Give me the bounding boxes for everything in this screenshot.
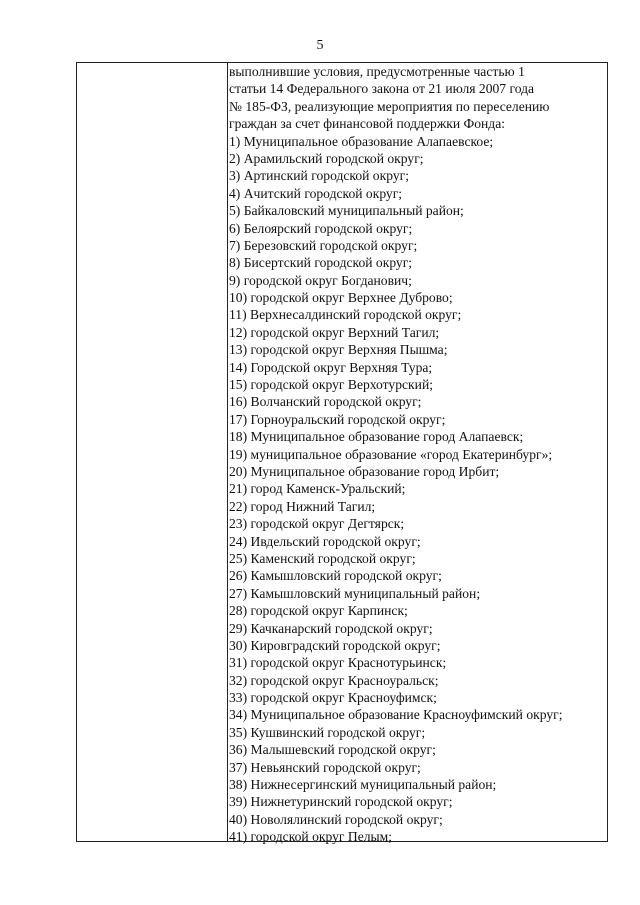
list-item: 32) городской округ Красноуральск; bbox=[229, 672, 439, 688]
list-item: 21) город Каменск-Уральский; bbox=[229, 481, 406, 497]
list-item: 29) Качканарский городской округ; bbox=[229, 620, 433, 636]
list-item: 8) Бисертский городской округ; bbox=[229, 255, 413, 271]
column-divider bbox=[227, 63, 228, 841]
list-item: 25) Каменский городской округ; bbox=[229, 550, 416, 566]
list-item: 33) городской округ Красноуфимск; bbox=[229, 690, 437, 706]
list-item: 31) городской округ Краснотурьинск; bbox=[229, 655, 447, 671]
list-item: 27) Камышловский муниципальный район; bbox=[229, 585, 481, 601]
list-item: 7) Березовский городской округ; bbox=[229, 237, 418, 253]
list-item: 41) городской округ Пелым; bbox=[229, 829, 393, 845]
intro-paragraph bbox=[229, 63, 603, 133]
list-item: 16) Волчанский городской округ; bbox=[229, 394, 422, 410]
list-item: 24) Ивдельский городской округ; bbox=[229, 533, 421, 549]
list-item: 11) Верхнесалдинский городской округ; bbox=[229, 307, 462, 323]
list-item: 2) Арамильский городской округ; bbox=[229, 150, 424, 166]
intro-line: выполнившие условия, предусмотренные частью 1 bbox=[229, 64, 525, 79]
municipality-list bbox=[229, 133, 603, 846]
list-item: 19) муниципальное образование «город Екатеринбург»; bbox=[229, 446, 553, 462]
list-item: 17) Горноуральский городской округ; bbox=[229, 411, 446, 427]
list-item: 13) городской округ Верхняя Пышма; bbox=[229, 342, 448, 358]
list-item: 36) Малышевский городской округ; bbox=[229, 742, 436, 758]
list-item: 4) Ачитский городской округ; bbox=[229, 185, 403, 201]
list-item: 39) Нижнетуринский городской округ; bbox=[229, 794, 453, 810]
list-item: 35) Кушвинский городской округ; bbox=[229, 724, 426, 740]
list-item: 38) Нижнесергинский муниципальный район; bbox=[229, 777, 497, 793]
list-item: 3) Артинский городской округ; bbox=[229, 168, 409, 184]
list-item: 30) Кировградский городской округ; bbox=[229, 637, 441, 653]
recipients-list-cell bbox=[229, 63, 603, 846]
intro-line: статьи 14 Федерального закона от 21 июля 2007 года bbox=[229, 81, 535, 97]
list-item: 26) Камышловский городской округ; bbox=[229, 568, 442, 584]
list-item: 12) городской округ Верхний Тагил; bbox=[229, 324, 440, 340]
list-item: 28) городской округ Карпинск; bbox=[229, 603, 408, 619]
list-item: 9) городской округ Богданович; bbox=[229, 272, 412, 288]
list-item: 10) городской округ Верхнее Дуброво; bbox=[229, 290, 453, 306]
intro-line: № 185-ФЗ, реализующие мероприятия по переселению bbox=[229, 98, 550, 114]
list-item: 23) городской округ Дегтярск; bbox=[229, 516, 405, 532]
list-item: 40) Новолялинский городской округ; bbox=[229, 811, 443, 827]
list-item: 34) Муниципальное образование Красноуфимский округ; bbox=[229, 707, 563, 723]
document-table bbox=[76, 62, 608, 845]
list-item: 5) Байкаловский муниципальный район; bbox=[229, 203, 464, 219]
page-number: 5 bbox=[316, 38, 324, 53]
list-item: 1) Муниципальное образование Алапаевское; bbox=[229, 133, 494, 149]
list-item: 6) Белоярский городской округ; bbox=[229, 220, 413, 236]
list-item: 18) Муниципальное образование город Алапаевск; bbox=[229, 429, 524, 445]
list-item: 14) Городской округ Верхняя Тура; bbox=[229, 359, 433, 375]
list-item: 20) Муниципальное образование город Ирбит; bbox=[229, 463, 500, 479]
intro-line: граждан за счет финансовой поддержки Фонда: bbox=[229, 116, 506, 132]
list-item: 15) городской округ Верхотурский; bbox=[229, 377, 433, 393]
list-item: 22) город Нижний Тагил; bbox=[229, 498, 376, 514]
list-item: 37) Невьянский городской округ; bbox=[229, 759, 421, 775]
